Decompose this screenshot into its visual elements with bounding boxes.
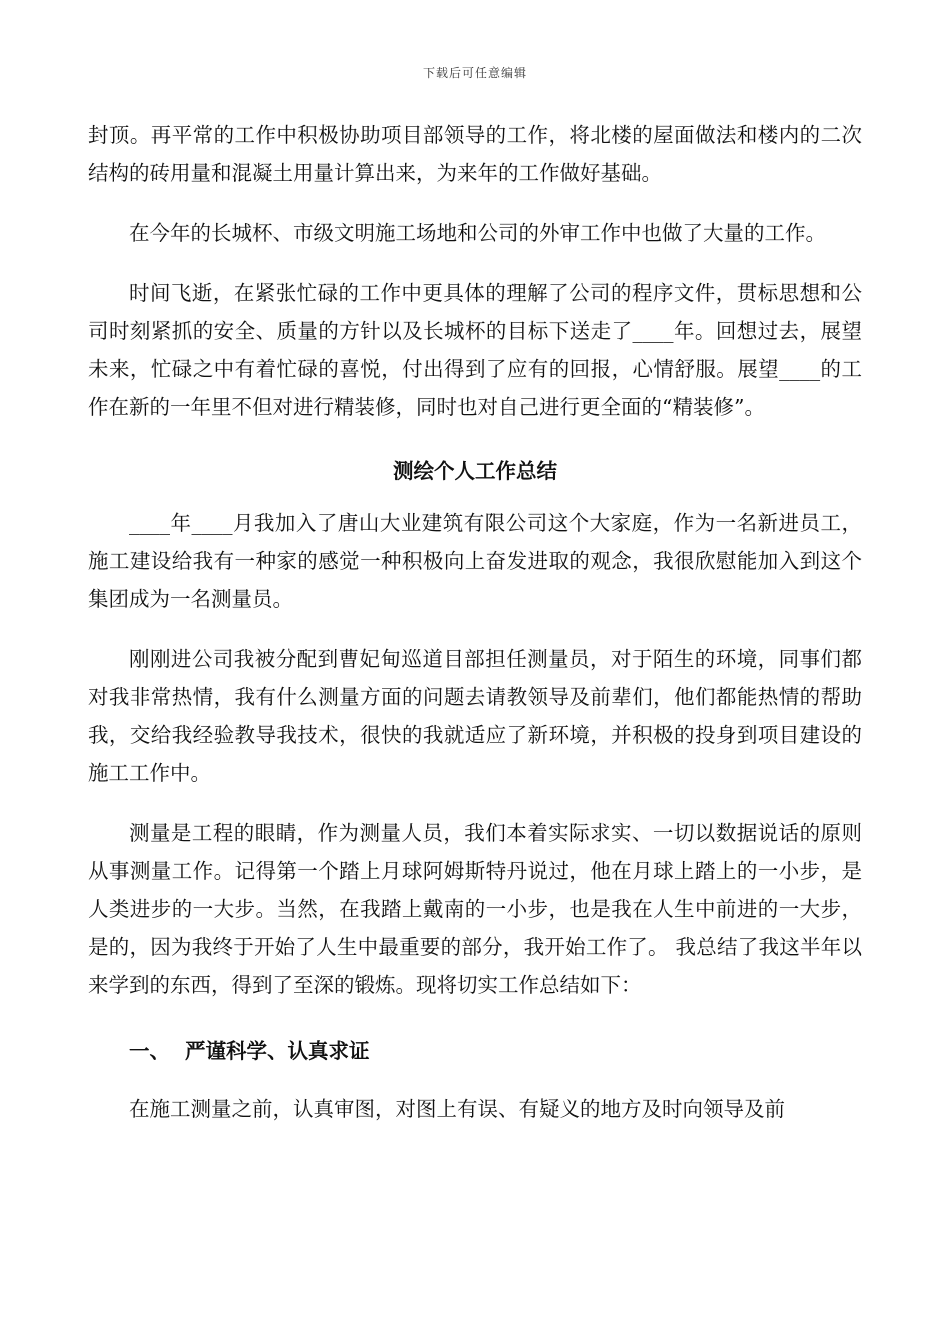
- subheading: [88, 1032, 862, 1070]
- document-body: [88, 116, 862, 1128]
- paragraph-continuation: 封顶。再平常的工作中积极协助项目部领导的工作，将北楼的屋面做法和楼内的二次结构的砖用量和混凝土用量计算出来，为来年的工作做好基础。: [88, 123, 862, 185]
- paragraph: 测量是工程的眼睛，作为测量人员，我们本着实际求实、一切以数据说话的原则从事测量工作。记得第一个踏上月球阿姆斯特丹说过，他在月球上踏上的一小步，是人类进步的一大步。当然，在我踏上戴南的一小步，也是我在人生中前进的一大步，是的，因为我终于开始了人生中最重要的部分，我开始工作了。 我总结了我这半年以来学到的东西，得到了至深的锻炼。现将切实工作总结如下：: [88, 821, 862, 997]
- section-title: 测绘个人工作总结: [393, 459, 557, 483]
- paragraph: 在今年的长城杯、市级文明施工场地和公司的外审工作中也做了大量的工作。: [129, 221, 826, 245]
- paragraph: 刚刚进公司我被分配到曹妃甸巡道目部担任测量员，对于陌生的环境，同事们都对我非常热情，我有什么测量方面的问题去请教领导及前辈们，他们都能热情的帮助我，交给我经验教导我技术，很快的我就适应了新环境，并积极的投身到项目建设的施工工作中。: [88, 647, 862, 785]
- subheading-text: 严谨科学、认真求证: [185, 1039, 370, 1063]
- paragraph: ____年____月我加入了唐山大业建筑有限公司这个大家庭，作为一名新进员工，施工建设给我有一种家的感觉一种积极向上奋发进取的观念，我很欣慰能加入到这个集团成为一名测量员。: [88, 511, 862, 611]
- subheading-number: 一、: [129, 1039, 170, 1063]
- paragraph: 在施工测量之前，认真审图，对图上有误、有疑义的地方及时向领导及前: [129, 1097, 785, 1121]
- paragraph: 时间飞逝，在紧张忙碌的工作中更具体的理解了公司的程序文件，贯标思想和公司时刻紧抓的安全、质量的方针以及长城杯的目标下送走了____年。回想过去，展望未来，忙碌之中有着忙碌的喜悦，付出得到了应有的回报，心情舒服。展望____的工作在新的一年里不但对进行精装修，同时也对自己进行更全面的“精装修”。: [88, 281, 862, 419]
- page-header: 下载后可任意编辑: [422, 66, 527, 80]
